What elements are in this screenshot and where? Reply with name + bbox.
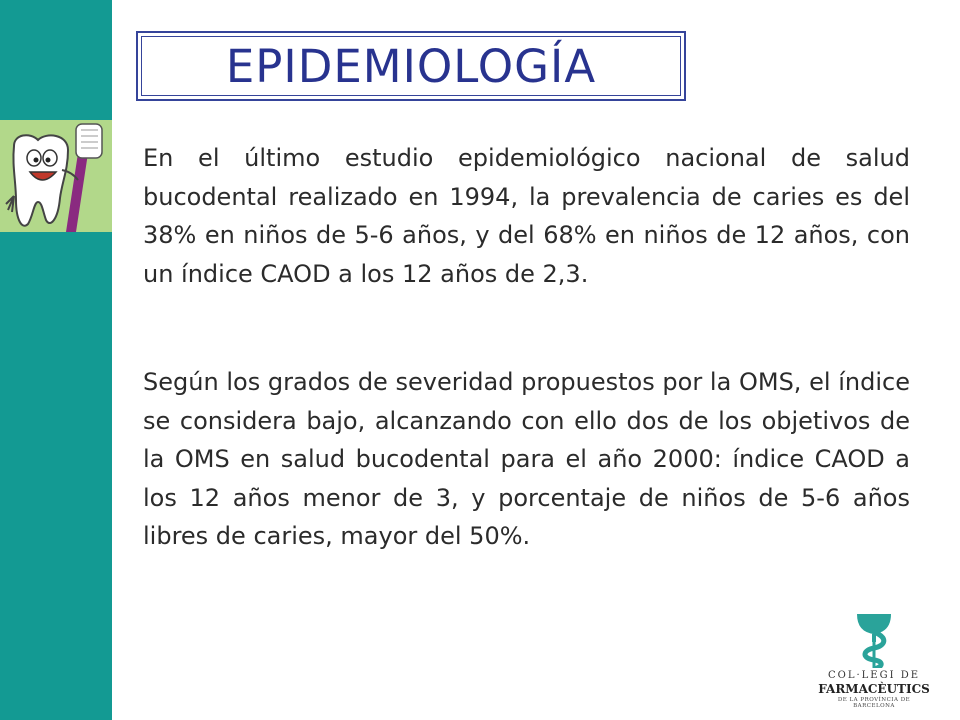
- mascot-panel: [0, 120, 112, 232]
- paragraph-prevalence: En el último estudio epidemiológico nacional de salud bucodental realizado en 1994, la prevalencia de caries es del 38% en niños de 5-6 años, y del 68% en niños de 12 años, con un índice CAOD a los 12 años de 2,3.: [143, 144, 910, 288]
- logo-text-line2: FARMACÈUTICS: [818, 682, 930, 696]
- logo-text-line1: COL·LEGI DE: [827, 670, 921, 681]
- title-frame: [136, 31, 686, 101]
- college-logo: [818, 608, 930, 716]
- page-title: EPIDEMIOLOGÍA: [225, 39, 597, 93]
- left-sidebar: [0, 0, 112, 720]
- title-inner-border: [141, 36, 681, 96]
- paragraph-oms-objectives: Según los grados de severidad propuestos por la OMS, el índice se considera bajo, alcanzando con ello dos de los objetivos de la OMS en salud bucodental para el año 2000: índice CAOD a los 12 años menor de 3, y porcentaje de niños de 5-6 años libres de caries, mayor del 50%.: [143, 368, 910, 550]
- logo-text-line3: DE LA PROVÍNCIA DE BARCELONA: [837, 697, 911, 709]
- caduceus-icon: [849, 608, 899, 668]
- tooth-toothbrush-icon: [0, 120, 112, 232]
